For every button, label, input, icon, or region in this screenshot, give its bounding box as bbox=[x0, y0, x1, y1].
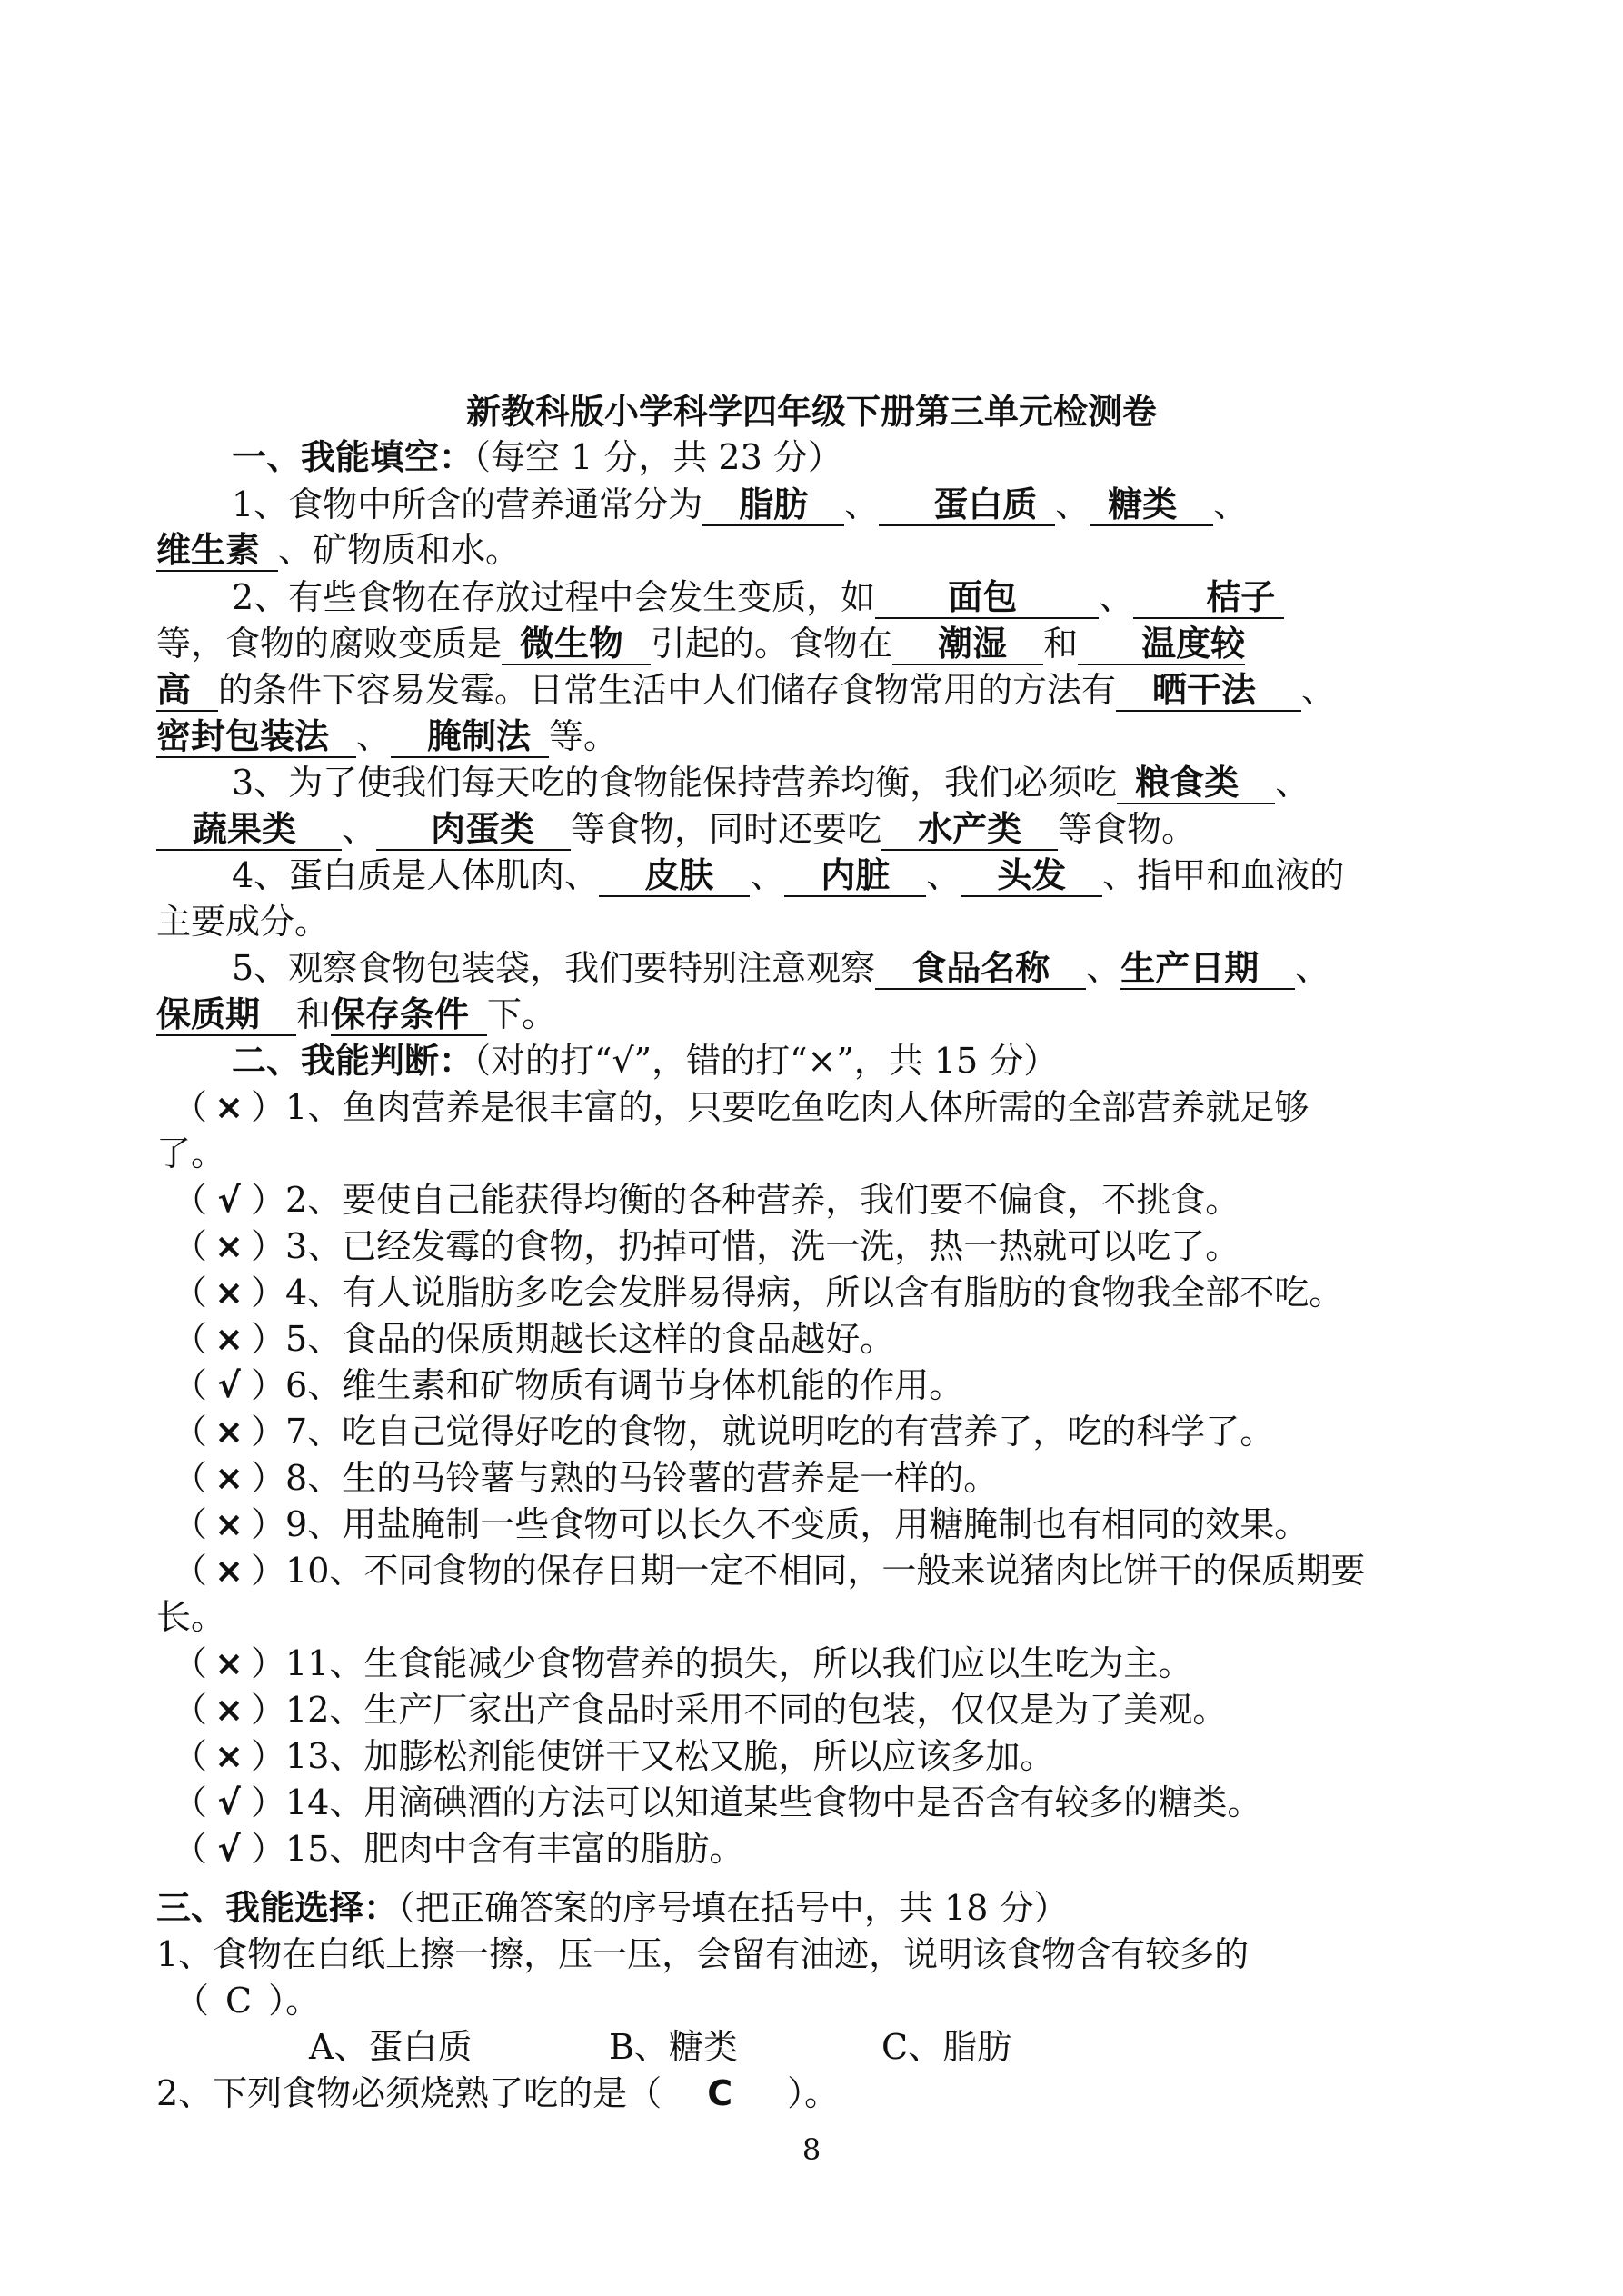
open-paren: （ bbox=[173, 1087, 208, 1127]
judgment-text: 6、维生素和矿物质有调节身体机能的作用。 bbox=[285, 1365, 964, 1405]
fill-q2-line4 bbox=[156, 714, 1483, 759]
question-text: 等食物，同时还要吃 bbox=[571, 809, 882, 849]
close-paren: ） bbox=[251, 1458, 286, 1498]
judgment-item bbox=[173, 1502, 1499, 1547]
close-paren: ） bbox=[251, 1180, 286, 1220]
separator: 、 bbox=[926, 855, 961, 895]
judgment-mark: × bbox=[214, 1736, 244, 1776]
judgment-item bbox=[173, 1177, 1499, 1223]
option-c: C、脂肪 bbox=[881, 2027, 1012, 2067]
question-text: 下。 bbox=[487, 994, 557, 1034]
judgment-item bbox=[173, 1223, 1499, 1269]
judgment-text: 9、用盐腌制一些食物可以长久不变质，用糖腌制也有相同的效果。 bbox=[285, 1504, 1309, 1544]
question-text: 2、有些食物在存放过程中会发生变质，如 bbox=[232, 577, 876, 617]
answer-blank: 蔬果类 bbox=[156, 809, 342, 851]
judgment-mark: × bbox=[214, 1412, 244, 1452]
fill-q1-line2 bbox=[156, 527, 1483, 573]
judgment-item bbox=[173, 1826, 1499, 1872]
answer-blank: 微生物 bbox=[502, 624, 651, 665]
close-paren: ） bbox=[251, 1690, 286, 1730]
open-paren: （ bbox=[173, 1180, 208, 1220]
section-3-header bbox=[156, 1885, 1483, 1931]
answer-blank: 晒干法 bbox=[1116, 670, 1301, 712]
answer-blank: 头发 bbox=[961, 855, 1102, 897]
judgment-text: 4、有人说脂肪多吃会发胖易得病，所以含有脂肪的食物我全部不吃。 bbox=[285, 1273, 1344, 1313]
question-text: 3、为了使我们每天吃的食物能保持营养均衡，我们必须吃 bbox=[232, 763, 1118, 803]
judgment-item-continued: 了。 bbox=[156, 1133, 226, 1173]
answer-blank: 保质期 bbox=[156, 994, 296, 1036]
answer-blank: 糖类 bbox=[1090, 484, 1213, 526]
open-paren: （ bbox=[173, 1551, 208, 1591]
separator: 、 bbox=[1086, 948, 1121, 988]
judgment-text: 13、加膨松剂能使饼干又松又脆，所以应该多加。 bbox=[285, 1736, 1055, 1776]
question-text: 等，食物的腐败变质是 bbox=[156, 624, 503, 664]
question-text: ）。 bbox=[787, 2073, 840, 2113]
judgment-text: 14、用滴碘酒的方法可以知道某些食物中是否含有较多的糖类。 bbox=[285, 1782, 1262, 1822]
close-paren: ） bbox=[251, 1829, 286, 1869]
judgment-text: 1、鱼肉营养是很丰富的，只要吃鱼吃肉人体所需的全部营养就足够 bbox=[285, 1087, 1309, 1127]
answer-blank: 肉蛋类 bbox=[376, 809, 571, 851]
answer-blank: 高 bbox=[156, 670, 218, 712]
judgment-item-continued: 长。 bbox=[156, 1597, 226, 1637]
answer-blank: 生产日期 bbox=[1120, 948, 1295, 990]
fill-q3-line2 bbox=[156, 806, 1483, 852]
question-text: 1、食物中所含的营养通常分为 bbox=[232, 484, 703, 524]
judgment-mark: × bbox=[214, 1087, 244, 1127]
judgment-mark: √ bbox=[217, 1365, 241, 1405]
open-paren: （ bbox=[173, 1412, 208, 1452]
question-text: 等。 bbox=[549, 716, 619, 756]
fill-q5-line2 bbox=[156, 992, 1483, 1037]
page-number: 8 bbox=[802, 2132, 821, 2167]
section-1-header bbox=[232, 434, 1558, 480]
open-paren: （ bbox=[173, 1782, 208, 1822]
separator: 、 bbox=[356, 716, 392, 756]
section-2-header bbox=[232, 1038, 1558, 1083]
page-title: 新教科版小学科学四年级下册第三单元检测卷 bbox=[465, 391, 1157, 432]
section-note: （对的打“√”，错的打“×”，共 15 分） bbox=[473, 1041, 1059, 1081]
judgment-mark: × bbox=[214, 1458, 244, 1498]
section-heading: 一、我能填空： bbox=[232, 436, 474, 477]
question-text: 的条件下容易发霉。日常生活中人们储存食物常用的方法有 bbox=[218, 670, 1117, 710]
separator: 、 bbox=[1275, 763, 1310, 803]
question-text: 、指甲和血液的 bbox=[1102, 855, 1345, 895]
close-paren: ） bbox=[251, 1273, 286, 1313]
judgment-item bbox=[173, 1733, 1499, 1779]
fill-q1-line1 bbox=[232, 482, 1558, 527]
close-paren: ） bbox=[251, 1551, 286, 1591]
answer-blank: 腌制法 bbox=[391, 716, 549, 758]
open-paren: （ bbox=[173, 1226, 208, 1266]
answer-blank: 面包 bbox=[875, 577, 1099, 619]
answer-blank: 食品名称 bbox=[875, 948, 1086, 990]
open-paren: （ bbox=[173, 1273, 208, 1313]
judgment-mark: × bbox=[214, 1319, 244, 1359]
open-paren: （ bbox=[173, 1643, 208, 1683]
separator: 、 bbox=[750, 855, 785, 895]
answer-mark: C bbox=[707, 2073, 733, 2113]
judgment-mark: × bbox=[214, 1504, 244, 1544]
judgment-text: 11、生食能减少食物营养的损失，所以我们应以生吃为主。 bbox=[285, 1643, 1193, 1683]
judgment-item bbox=[173, 1641, 1499, 1686]
answer-blank: 蛋白质 bbox=[879, 484, 1055, 526]
judgment-mark: √ bbox=[217, 1782, 241, 1822]
judgment-mark: √ bbox=[217, 1829, 241, 1869]
answer-blank: 水产类 bbox=[881, 809, 1058, 851]
question-text: 。 bbox=[285, 1981, 321, 2021]
judgment-mark: × bbox=[214, 1643, 244, 1683]
option-b: B、糖类 bbox=[609, 2027, 738, 2067]
choice-q1-options bbox=[309, 2024, 1399, 2070]
answer-blank: 皮肤 bbox=[599, 855, 750, 897]
answer-blank: 温度较 bbox=[1078, 624, 1245, 665]
judgment-text: 8、生的马铃薯与熟的马铃薯的营养是一样的。 bbox=[285, 1458, 999, 1498]
answer-blank: 脂肪 bbox=[702, 484, 844, 526]
answer-blank: 粮食类 bbox=[1117, 763, 1275, 804]
open-paren: （ bbox=[173, 1504, 208, 1544]
separator: 、 bbox=[1213, 484, 1249, 524]
judgment-mark: × bbox=[214, 1690, 244, 1730]
fill-q4-line2: 主要成分。 bbox=[156, 902, 330, 942]
separator: 、 bbox=[1301, 670, 1337, 710]
fill-q2-line1 bbox=[232, 574, 1558, 620]
open-paren: （ bbox=[173, 1365, 208, 1405]
fill-q3-line1 bbox=[232, 760, 1558, 805]
close-paren: ） bbox=[251, 1736, 286, 1776]
judgment-item bbox=[173, 1363, 1499, 1408]
question-text: 引起的。食物在 bbox=[651, 624, 893, 664]
open-paren: （ bbox=[173, 1829, 208, 1869]
judgment-text: 15、肥肉中含有丰富的脂肪。 bbox=[285, 1829, 744, 1869]
judgment-text: 3、已经发霉的食物，扔掉可惜，洗一洗，热一热就可以吃了。 bbox=[285, 1226, 1240, 1266]
answer-blank: 密封包装法 bbox=[156, 716, 356, 758]
close-paren: ） bbox=[251, 1412, 286, 1452]
judgment-mark: × bbox=[214, 1273, 244, 1313]
judgment-mark: × bbox=[214, 1551, 244, 1591]
judgment-item bbox=[173, 1455, 1499, 1501]
question-text: 等食物。 bbox=[1058, 809, 1197, 849]
answer-blank: 桔子 bbox=[1133, 577, 1284, 619]
separator: 、 bbox=[844, 484, 880, 524]
section-heading: 三、我能选择： bbox=[156, 1887, 399, 1928]
judgment-mark: √ bbox=[217, 1180, 241, 1220]
separator: 、 bbox=[1295, 948, 1330, 988]
close-paren: ） bbox=[251, 1504, 286, 1544]
close-paren: ） bbox=[251, 1365, 286, 1405]
judgment-text: 5、食品的保质期越长这样的食品越好。 bbox=[285, 1319, 895, 1359]
close-paren: ） bbox=[251, 1087, 286, 1127]
section-note: （每空 1 分，共 23 分） bbox=[473, 437, 842, 477]
judgment-item bbox=[173, 1316, 1499, 1362]
choice-q2-line bbox=[156, 2071, 1483, 2116]
judgment-item bbox=[173, 1780, 1499, 1825]
judgment-text: 10、不同食物的保存日期一定不相同，一般来说猪肉比饼干的保质期要 bbox=[285, 1551, 1366, 1591]
choice-q1-answer-line: （ C ）。 bbox=[174, 1981, 321, 2021]
question-text: 2、下列食物必须烧熟了吃的是（ bbox=[156, 2073, 662, 2113]
open-paren: （ bbox=[173, 1319, 208, 1359]
fill-q2-line3 bbox=[156, 667, 1483, 713]
question-text: 4、蛋白质是人体肌肉、 bbox=[232, 855, 600, 895]
open-paren: （ bbox=[173, 1458, 208, 1498]
option-a: A、蛋白质 bbox=[309, 2027, 473, 2067]
close-paren: ） bbox=[251, 1782, 286, 1822]
question-text: 和 bbox=[1043, 624, 1079, 664]
question-text: 和 bbox=[296, 994, 332, 1034]
question-text: 、矿物质和水。 bbox=[278, 530, 521, 570]
judgment-text: 7、吃自己觉得好吃的食物，就说明吃的有营养了，吃的科学了。 bbox=[285, 1412, 1275, 1452]
answer-blank: 内脏 bbox=[784, 855, 926, 897]
judgment-item bbox=[173, 1409, 1499, 1454]
answer-mark: C bbox=[225, 1981, 253, 2021]
close-paren: ） bbox=[251, 1226, 286, 1266]
choice-q1-text: 1、食物在白纸上擦一擦，压一压，会留有油迹，说明该食物含有较多的 bbox=[156, 1934, 1250, 1974]
judgment-item bbox=[173, 1687, 1499, 1732]
separator: 、 bbox=[342, 809, 377, 849]
judgment-mark: × bbox=[214, 1226, 244, 1266]
section-heading: 二、我能判断： bbox=[232, 1040, 474, 1081]
judgment-item bbox=[173, 1084, 1499, 1130]
answer-blank: 保存条件 bbox=[331, 994, 487, 1036]
fill-q5-line1 bbox=[232, 945, 1558, 991]
open-paren: （ bbox=[173, 1690, 208, 1730]
fill-q4-line1 bbox=[232, 853, 1558, 898]
section-note: （把正确答案的序号填在括号中，共 18 分） bbox=[398, 1888, 1069, 1928]
judgment-text: 12、生产厂家出产食品时采用不同的包装，仅仅是为了美观。 bbox=[285, 1690, 1228, 1730]
separator: 、 bbox=[1099, 577, 1134, 617]
answer-blank: 维生素 bbox=[156, 530, 278, 572]
close-paren: ） bbox=[251, 1643, 286, 1683]
answer-blank: 潮湿 bbox=[892, 624, 1043, 665]
question-text: 5、观察食物包装袋，我们要特别注意观察 bbox=[232, 948, 876, 988]
separator: 、 bbox=[1055, 484, 1090, 524]
close-paren: ） bbox=[251, 1319, 286, 1359]
fill-q2-line2 bbox=[156, 621, 1483, 666]
judgment-item bbox=[173, 1548, 1499, 1593]
judgment-item bbox=[173, 1270, 1499, 1315]
open-paren: （ bbox=[173, 1736, 208, 1776]
judgment-text: 2、要使自己能获得均衡的各种营养，我们要不偏食，不挑食。 bbox=[285, 1180, 1240, 1220]
